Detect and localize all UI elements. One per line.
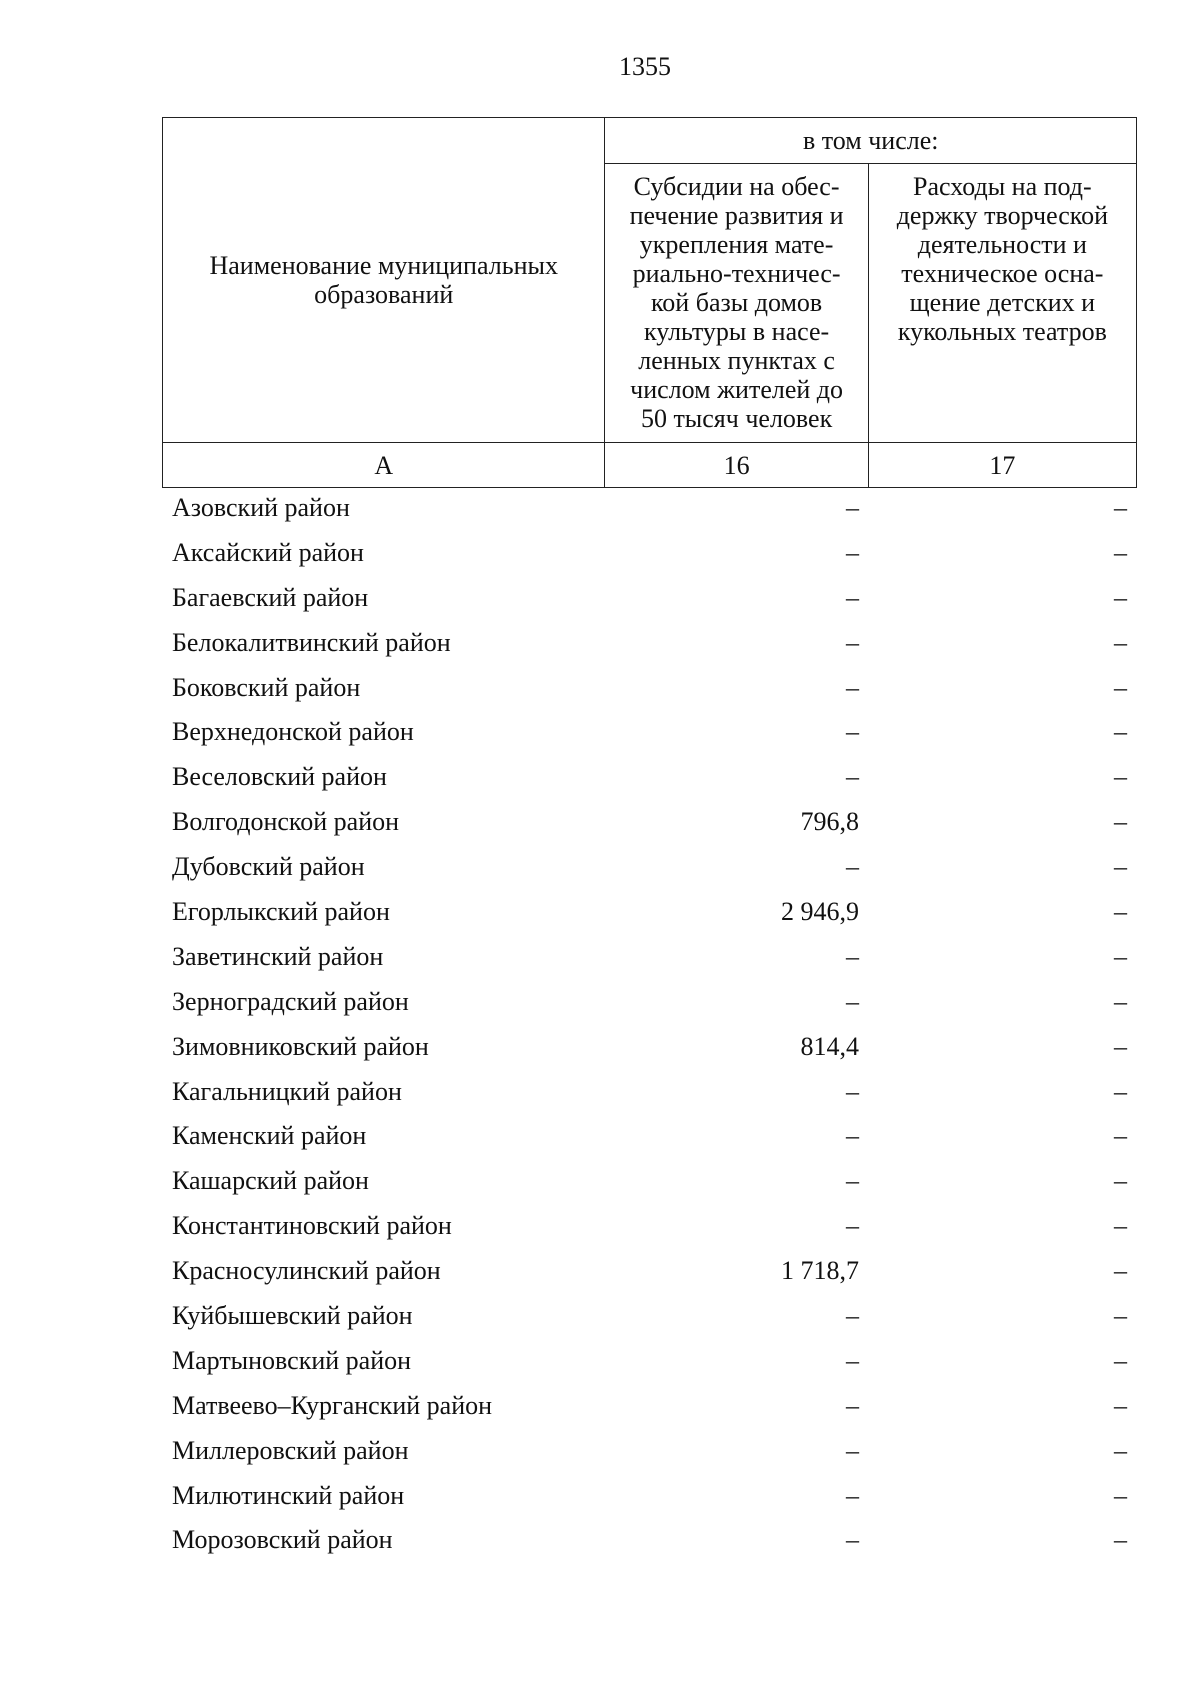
row-value-16: – — [846, 1121, 859, 1151]
row-value-17: – — [1114, 986, 1127, 1016]
row-value-16: 1 718,7 — [781, 1256, 859, 1286]
row-value-17: – — [1114, 1390, 1127, 1420]
row-value-16: – — [846, 986, 859, 1016]
row-value-16: 796,8 — [800, 807, 859, 837]
row-name: Верхнедонской район — [172, 717, 414, 747]
row-value-17: – — [1114, 1435, 1127, 1465]
row-value-16: 2 946,9 — [781, 897, 859, 927]
table-row — [162, 486, 1137, 531]
table-row — [162, 1249, 1137, 1294]
table-header — [162, 117, 1137, 488]
row-name: Миллеровский район — [172, 1435, 409, 1465]
row-value-16: – — [846, 852, 859, 882]
table-row — [162, 980, 1137, 1025]
row-name: Морозовский район — [172, 1525, 393, 1555]
row-name: Матвеево–Курганский район — [172, 1390, 493, 1420]
row-value-17: – — [1114, 582, 1127, 612]
row-name: Боковский район — [172, 672, 361, 702]
row-value-16: – — [846, 1390, 859, 1420]
row-value-16: 814,4 — [800, 1031, 859, 1061]
table-row — [162, 1025, 1137, 1070]
row-value-16: – — [846, 537, 859, 567]
row-value-17: – — [1114, 1031, 1127, 1061]
header-row-including — [163, 118, 1137, 164]
header-col-17: Расходы на под- держку творческой деятельности и техническое осна- щение детских и кукольных театров — [868, 164, 1136, 443]
row-value-17: – — [1114, 1256, 1127, 1286]
row-name: Зерноградский район — [172, 986, 409, 1016]
row-value-17: – — [1114, 1345, 1127, 1375]
table-row — [162, 531, 1137, 576]
table-row — [162, 1294, 1137, 1339]
row-value-17: – — [1114, 941, 1127, 971]
row-value-17: – — [1114, 762, 1127, 792]
row-value-16: – — [846, 1345, 859, 1375]
row-value-17: – — [1114, 493, 1127, 522]
row-value-16: – — [846, 627, 859, 657]
table-row — [162, 1339, 1137, 1384]
table-row — [162, 1384, 1137, 1429]
row-value-17: – — [1114, 672, 1127, 702]
header-name-column: Наименование муниципальных образований — [163, 118, 605, 443]
row-value-16: – — [846, 1480, 859, 1510]
page-number: 1355 — [619, 52, 671, 81]
row-value-16: – — [846, 762, 859, 792]
table-row — [162, 1070, 1137, 1115]
row-name: Азовский район — [172, 493, 350, 522]
row-name: Дубовский район — [172, 852, 365, 882]
row-name: Кагальницкий район — [172, 1076, 402, 1106]
row-name: Мартыновский район — [172, 1345, 412, 1375]
row-name: Милютинский район — [172, 1480, 405, 1510]
row-value-16: – — [846, 941, 859, 971]
row-value-17: – — [1114, 1166, 1127, 1196]
row-name: Белокалитвинский район — [172, 627, 451, 657]
row-value-17: – — [1114, 717, 1127, 747]
row-name: Зимовниковский район — [172, 1031, 429, 1061]
row-value-16: – — [846, 672, 859, 702]
row-value-16: – — [846, 493, 859, 522]
row-value-16: – — [846, 1435, 859, 1465]
row-value-17: – — [1114, 1301, 1127, 1331]
row-value-16: – — [846, 1211, 859, 1241]
row-name: Кашарский район — [172, 1166, 369, 1196]
table-row — [162, 1518, 1137, 1563]
row-name: Константиновский район — [172, 1211, 452, 1241]
row-value-16: – — [846, 717, 859, 747]
table-row — [162, 800, 1137, 845]
row-value-16: – — [846, 1301, 859, 1331]
table-row — [162, 755, 1137, 800]
row-value-16: – — [846, 1076, 859, 1106]
table-body — [162, 486, 1137, 1563]
row-value-17: – — [1114, 627, 1127, 657]
table-row — [162, 1114, 1137, 1159]
row-value-16: – — [846, 1525, 859, 1555]
table-row — [162, 1429, 1137, 1474]
row-value-17: – — [1114, 1480, 1127, 1510]
row-value-17: – — [1114, 807, 1127, 837]
row-name: Куйбышевский район — [172, 1301, 413, 1331]
table-row — [162, 576, 1137, 621]
code-a: А — [163, 443, 605, 488]
row-value-16: – — [846, 1166, 859, 1196]
row-value-17: – — [1114, 1525, 1127, 1555]
row-value-17: – — [1114, 852, 1127, 882]
table-row — [162, 666, 1137, 711]
header-col-16: Субсидии на обес- печение развития и укрепления мате- риально-техничес- кой базы домов культуры в насе- ленных пунктах с числом жителей до 50 тысяч человек — [605, 164, 868, 443]
row-value-17: – — [1114, 1076, 1127, 1106]
table-row — [162, 1159, 1137, 1204]
row-name: Каменский район — [172, 1121, 367, 1151]
row-name: Заветинский район — [172, 941, 384, 971]
row-name: Багаевский район — [172, 582, 369, 612]
row-value-17: – — [1114, 537, 1127, 567]
row-value-16: – — [846, 582, 859, 612]
table-row — [162, 845, 1137, 890]
row-value-17: – — [1114, 1121, 1127, 1151]
code-16: 16 — [605, 443, 868, 488]
table-row — [162, 710, 1137, 755]
row-value-17: – — [1114, 1211, 1127, 1241]
row-value-17: – — [1114, 897, 1127, 927]
row-name: Красносулинский район — [172, 1256, 441, 1286]
table-row — [162, 1204, 1137, 1249]
header-including: в том числе: — [605, 118, 1137, 164]
table-row — [162, 1474, 1137, 1519]
row-name: Веселовский район — [172, 762, 387, 792]
table-row — [162, 621, 1137, 666]
code-17: 17 — [868, 443, 1136, 488]
table-row — [162, 935, 1137, 980]
header-row-codes — [163, 443, 1137, 488]
table-row — [162, 890, 1137, 935]
row-name: Аксайский район — [172, 537, 364, 567]
row-name: Егорлыкский район — [172, 897, 390, 927]
row-name: Волгодонской район — [172, 807, 400, 837]
